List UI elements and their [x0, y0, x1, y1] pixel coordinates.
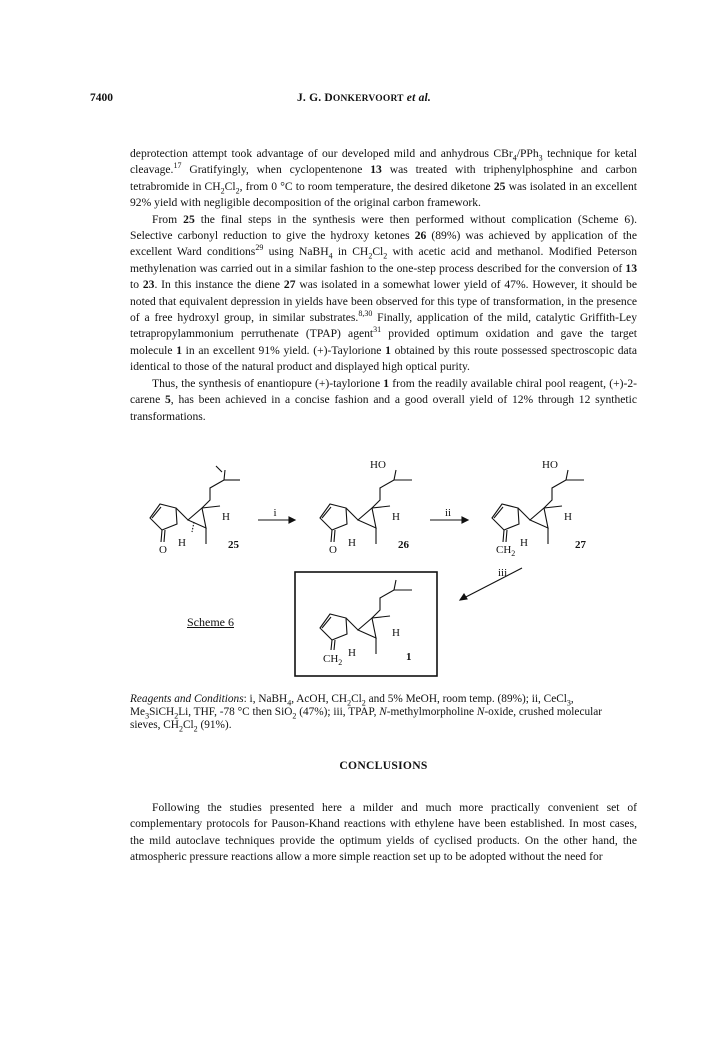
- svg-text:25: 25: [228, 539, 239, 551]
- svg-text:HO: HO: [370, 459, 386, 471]
- running-title: J. G. DONKERVOORT et al.: [296, 92, 431, 104]
- svg-text:H: H: [392, 511, 400, 523]
- paragraph-conclusions: Following the studies presented here a milder and much more practically convenient set of complementary protocols for Pauson-Khand reactions with ethylene have been established. In most cases, the mild autoclave techniques provide the optimum yields of cyclised products. On the other hand, the atmospheric pressure reactions allow a more simple reaction set up to be adopted without the need for: [130, 801, 637, 864]
- running-header: [90, 92, 638, 108]
- conclusions-text: [130, 800, 637, 866]
- compound-25: [150, 466, 240, 556]
- svg-text:ii: ii: [444, 507, 452, 519]
- svg-text:H: H: [564, 511, 572, 523]
- paragraph-3: Thus, the synthesis of enantiopure (+)-taylorione 1 from the readily available chiral pool reagent, (+)-2-carene 5, has been achieved in a concise fashion and a good overall yield of 12% through 12 synthetic transformations.: [130, 376, 637, 423]
- svg-text:H: H: [178, 537, 186, 549]
- svg-text:i: i: [273, 507, 277, 519]
- svg-text:CH2: $CH_2$: [323, 653, 343, 667]
- reagents-conditions: Reagents and Conditions: i, NaBH$_4$, AcOH, $CH_2Cl_2$ and 5% MeOH, room temp. (89%); ii, CeCl$_3$, $Me_3SiCH_2Li$, THF, -78 °C then SiO$_2$ (47%); iii, TPAP, N-methylmorpholine N-oxide, crushed molecular sieves, $CH_2Cl_2$ (91%).: [130, 693, 603, 734]
- arrow-i: [258, 507, 295, 523]
- compound-1-box: [295, 572, 437, 676]
- svg-text:H: H: [348, 647, 356, 659]
- svg-text:H: H: [392, 627, 400, 639]
- scheme-caption: Scheme 6: [187, 615, 234, 629]
- svg-text:CH2: $CH_2$: [496, 544, 516, 558]
- svg-text:26: 26: [398, 539, 409, 551]
- svg-text:iii: iii: [498, 567, 508, 579]
- svg-text:HO: HO: [542, 459, 558, 471]
- paragraph-1: deprotection attempt took advantage of our developed mild and anhydrous CBr$_4$/PPh$_3$ technique for ketal cleavage.$^{17}$ Gratifyingly, when cyclopentenone 13 was treated with triphenylphosphine and carbon tetrabromide in $CH_2Cl_2$, from 0 °C to room temperature, the desired diketone 25 was isolated in an excellent 92% yield with negligible decomposition of the original carbon framework.: [130, 147, 638, 210]
- svg-text:H: H: [222, 511, 230, 523]
- compound-26: [320, 459, 412, 556]
- svg-text:H: H: [348, 537, 356, 549]
- svg-text:27: 27: [575, 539, 586, 551]
- svg-text:O: O: [329, 544, 337, 556]
- svg-text:H: H: [520, 537, 528, 549]
- arrow-iii: [460, 567, 522, 600]
- body-text-top: [130, 146, 637, 425]
- page-number: 7400: [90, 92, 113, 104]
- svg-text:1: 1: [406, 651, 412, 663]
- conclusions-heading: CONCLUSIONS: [339, 759, 428, 772]
- compound-27: [492, 459, 587, 558]
- svg-text:O: O: [159, 544, 167, 556]
- paragraph-2: From 25 the final steps in the synthesis were then performed without complication (Scheme 6). Selective carbonyl reduction to give the hydroxy ketones 26 (89%) was achieved by application of the excellent Ward conditions$^{29}$ using NaBH$_4$ in $CH_2Cl_2$ with acetic acid and methanol. Modified Peterson methylenation was carried out in a similar fashion to the one-step process described for the conversion of 13 to 23. In this instance the diene 27 was isolated in a somewhat lower yield of 47%. However, it should be noted that equivalent depression in yields have been observed for this type of transformation, in the presence of a free hydroxyl group, in similar substrates.$^{8,30}$ Finally, application of the mild, catalytic Griffith-Ley tetrapropylammonium perruthenate (TPAP) agent$^{31}$ provided optimum oxidation and gave the target molecule 1 in an excellent 91% yield. (+)-Taylorione 1 obtained by this route possessed spectroscopic data identical to those of the natural product and displayed high optical purity.: [130, 212, 638, 374]
- arrow-ii: [430, 507, 468, 523]
- scheme-6-figure: [130, 458, 630, 683]
